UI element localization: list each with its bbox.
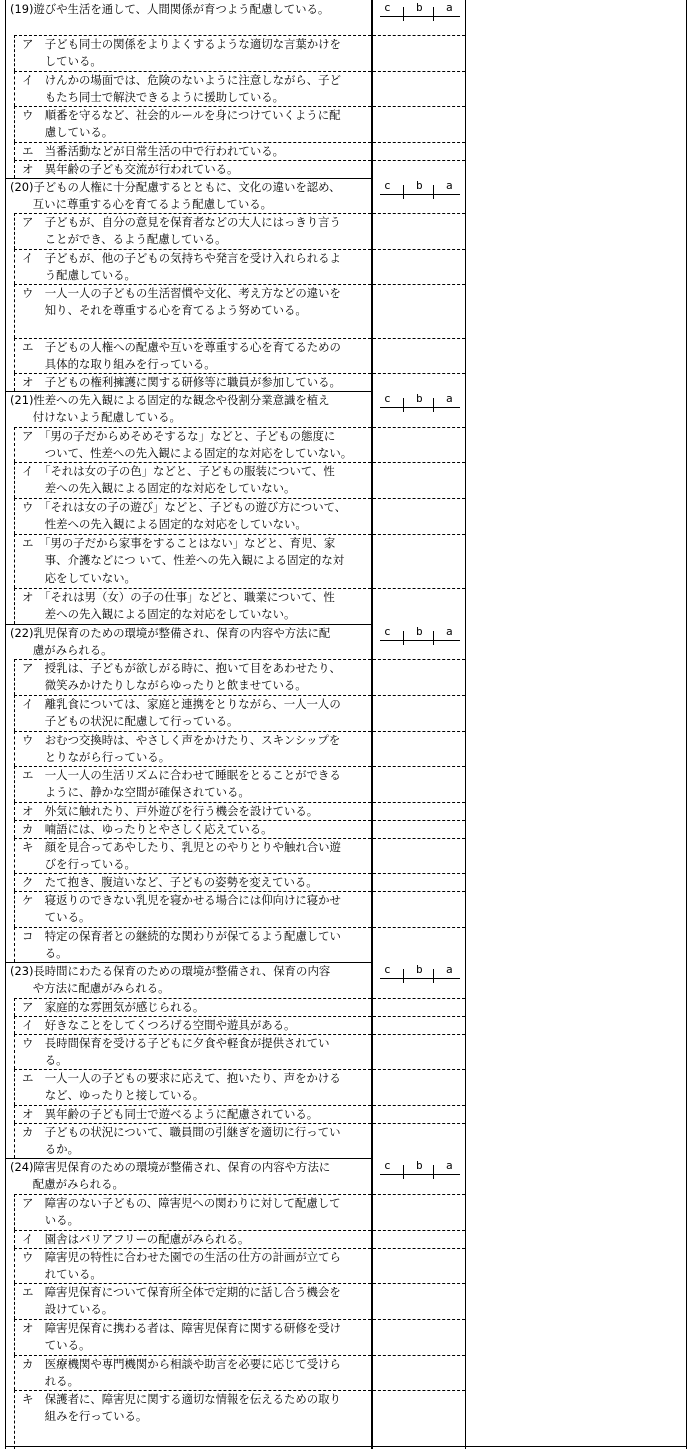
criterion-item xyxy=(22,696,341,732)
text-line: ウ 「それは女の子の遊び」などと、子どもの遊び方について、 xyxy=(22,499,347,514)
item-indent-line xyxy=(14,731,15,766)
item-separator xyxy=(14,142,371,143)
item-indent-line xyxy=(14,838,15,873)
text-line: (19)遊びや生活を通して、人間関係が育つよう配慮している。 xyxy=(10,1,330,16)
rating-option-a[interactable]: a xyxy=(446,1159,453,1172)
rating-tick xyxy=(433,185,434,199)
criterion-heading xyxy=(10,625,330,661)
rating-cell-separator xyxy=(373,71,465,72)
rating-tick xyxy=(403,7,404,21)
item-separator xyxy=(14,1105,371,1106)
text-line: 慮がみられる。 xyxy=(10,643,113,658)
item-indent-line xyxy=(14,873,15,891)
text-line: ア 子ども同士の関係をよりよくするような適切な言葉かけを xyxy=(22,36,341,51)
text-line: ア 障害のない子どもの、障害児への関わりに対して配慮して xyxy=(22,1195,341,1210)
item-separator xyxy=(14,766,371,767)
rating-cell-separator xyxy=(373,659,465,660)
item-indent-line xyxy=(14,1283,15,1319)
rating-cell-separator xyxy=(373,1194,465,1195)
item-separator xyxy=(14,873,371,874)
item-indent-line xyxy=(14,213,15,249)
rating-cell-separator xyxy=(373,731,465,732)
text-line: コ 特定の保育者との継続的な関わりが保てるよう配慮してい xyxy=(22,928,341,943)
item-indent-line xyxy=(14,998,15,1016)
rating-cell-separator xyxy=(373,588,465,589)
section-separator xyxy=(5,391,371,392)
rating-cell-separator xyxy=(373,338,465,339)
rating-tick xyxy=(403,185,404,199)
text-line: もたち同士で解決できるように援助している。 xyxy=(22,90,284,105)
criterion-item xyxy=(22,874,318,892)
text-line: 応をしていない。 xyxy=(22,571,136,586)
text-line: るか。 xyxy=(22,1142,79,1157)
item-indent-line xyxy=(14,142,15,160)
text-line: れている。 xyxy=(22,1267,102,1282)
text-line: ア 「男の子だからめそめそするな」などと、子どもの態度に xyxy=(22,428,336,443)
text-line: 付けないよう配慮している。 xyxy=(10,410,181,425)
rating-cell-separator xyxy=(373,1248,465,1249)
rating-option-c[interactable]: c xyxy=(384,392,391,405)
criterion-item xyxy=(22,821,272,839)
text-line: エ 子どもの人権への配慮や互いを尊重する心を育てるための xyxy=(22,339,341,354)
rating-option-c[interactable]: c xyxy=(384,1159,391,1172)
rating-option-b[interactable]: b xyxy=(416,392,423,405)
rating-tick xyxy=(433,969,434,983)
criterion-item xyxy=(22,1035,330,1071)
criterion-item xyxy=(22,463,335,499)
criterion-item xyxy=(22,1124,340,1160)
item-indent-line xyxy=(14,1230,15,1248)
rating-scale[interactable] xyxy=(372,963,466,987)
text-line: ついて、性差への先入観による固定的な対応をしていない。 xyxy=(22,446,353,461)
text-line: している。 xyxy=(22,54,102,69)
rating-cell-separator xyxy=(373,1230,465,1231)
rating-scale[interactable] xyxy=(372,1159,466,1183)
rating-option-c[interactable]: c xyxy=(384,963,391,976)
rating-cell-separator xyxy=(373,373,465,374)
criterion-item xyxy=(22,1320,341,1356)
text-line: イ けんかの場面では、危険のないように注意しながら、子ど xyxy=(22,72,341,87)
text-line: など、ゆったりと接している。 xyxy=(22,1088,205,1103)
rating-cell-separator xyxy=(373,160,465,161)
rating-option-b[interactable]: b xyxy=(416,963,423,976)
rating-cell-separator xyxy=(373,1283,465,1284)
text-line: エ 「男の子だから家事をすることはない」などと、育児、家 xyxy=(22,535,336,550)
item-indent-line xyxy=(14,1034,15,1069)
rating-baseline xyxy=(380,16,460,17)
rating-option-b[interactable]: b xyxy=(416,625,423,638)
item-separator xyxy=(14,1283,371,1284)
text-line: 事、介護などにつ いて、性差への先入観による固定的な対 xyxy=(22,553,345,568)
rating-tick xyxy=(433,398,434,412)
text-line: ク たて抱き、腹這いなど、子どもの姿勢を変えている。 xyxy=(22,874,318,889)
item-separator xyxy=(14,588,371,589)
item-separator xyxy=(14,106,371,107)
rating-cell-separator xyxy=(373,820,465,821)
left-border xyxy=(5,0,6,1449)
rating-cell-separator xyxy=(373,1105,465,1106)
rating-scale[interactable] xyxy=(372,392,466,416)
text-line: ア 子どもが、自分の意見を保育者などの大人にはっきり言う xyxy=(22,214,341,229)
criterion-item xyxy=(22,1070,341,1106)
section-separator xyxy=(5,962,371,963)
item-indent-line xyxy=(14,659,15,695)
text-line: ている。 xyxy=(22,1338,91,1353)
text-line: オ 異年齢の子ども交流が行われている。 xyxy=(22,161,239,176)
rating-cell-separator xyxy=(373,1390,465,1391)
item-indent-line xyxy=(14,498,15,534)
text-line: とりながら行っている。 xyxy=(22,750,171,765)
column-divider xyxy=(371,0,373,1449)
criterion-item xyxy=(22,803,318,821)
item-indent-line xyxy=(14,1355,15,1390)
item-separator xyxy=(14,1248,371,1249)
item-separator xyxy=(14,731,371,732)
item-separator xyxy=(14,71,371,72)
rating-cell-separator xyxy=(373,1355,465,1356)
text-line: 具体的な取り組みを行っている。 xyxy=(22,357,216,372)
item-separator xyxy=(14,1069,371,1070)
text-line: オ 異年齢の子ども同士で遊べるように配慮されている。 xyxy=(22,1106,319,1121)
item-separator xyxy=(14,427,371,428)
rating-cell-separator xyxy=(373,766,465,767)
rating-cell-separator xyxy=(373,838,465,839)
section-separator xyxy=(5,1158,371,1159)
rating-tick xyxy=(433,631,434,645)
item-indent-line xyxy=(14,891,15,927)
item-indent-line xyxy=(14,249,15,284)
text-line: 知り、それを尊重する心を育てるよう努めている。 xyxy=(22,303,307,318)
rating-cell-separator xyxy=(373,534,465,535)
text-line: ウ 順番を守るなど、社会的ルールを身につけていくように配 xyxy=(22,107,341,122)
text-line: カ 喃語には、ゆったりとやさしく応えている。 xyxy=(22,821,273,836)
item-indent-line xyxy=(14,35,15,71)
criterion-heading xyxy=(10,963,330,999)
rating-cell-separator xyxy=(373,695,465,696)
item-indent-line xyxy=(14,160,15,178)
criterion-heading xyxy=(10,392,330,428)
rating-tick xyxy=(403,969,404,983)
item-indent-line xyxy=(14,284,15,338)
bottom-border xyxy=(5,1446,687,1447)
text-line: 互いに尊重する心を育てるよう配慮している。 xyxy=(10,197,272,212)
rating-cell-separator xyxy=(373,142,465,143)
column-divider-right xyxy=(465,0,466,1449)
criterion-item xyxy=(22,72,341,108)
rating-baseline xyxy=(380,640,460,641)
item-indent-line xyxy=(14,1194,15,1230)
rating-cell-separator xyxy=(373,1123,465,1124)
text-line: ア 授乳は、子どもが欲しがる時に、抱いて目をあわせたり、 xyxy=(22,660,341,675)
text-line: オ 「それは男（女）の子の仕事」などと、職業について、性 xyxy=(22,589,335,604)
item-separator xyxy=(14,160,371,161)
item-indent-line xyxy=(14,695,15,731)
criterion-heading xyxy=(10,179,340,215)
text-line: う配慮している。 xyxy=(22,268,136,283)
criterion-item xyxy=(22,767,341,803)
text-line: エ 一人一人の生活リズムに合わせて睡眠をとることができる xyxy=(22,767,341,782)
item-separator xyxy=(14,1034,371,1035)
text-line: キ 保護者に、障害児に関する適切な情報を伝えるための取り xyxy=(22,1391,341,1406)
item-separator xyxy=(14,820,371,821)
criterion-item xyxy=(22,428,352,464)
criterion-item xyxy=(22,339,341,375)
criterion-item xyxy=(22,535,344,589)
rating-baseline xyxy=(380,407,460,408)
text-line: 慮している。 xyxy=(22,125,114,140)
item-indent-line xyxy=(14,1069,15,1105)
rating-cell-separator xyxy=(373,998,465,999)
item-separator xyxy=(14,1355,371,1356)
text-line: る。 xyxy=(22,1053,68,1068)
rating-option-b[interactable]: b xyxy=(416,1,423,14)
text-line: キ 顔を見合ってあやしたり、乳児とのやりとりや触れ合い遊 xyxy=(22,839,341,854)
text-line: びを行っている。 xyxy=(22,857,136,872)
text-line: イ 離乳食については、家庭と連携をとりながら、一人一人の xyxy=(22,696,341,711)
rating-cell-separator xyxy=(373,927,465,928)
criterion-item xyxy=(22,1231,249,1249)
rating-scale[interactable] xyxy=(372,625,466,649)
item-indent-line xyxy=(14,1016,15,1034)
text-line: イ 園舎はバリアフリーの配慮がみられる。 xyxy=(22,1231,250,1246)
rating-option-a[interactable]: a xyxy=(446,392,453,405)
item-separator xyxy=(14,462,371,463)
text-line: イ 「それは女の子の色」などと、子どもの服装について、性 xyxy=(22,463,335,478)
rating-tick xyxy=(403,631,404,645)
rating-cell-separator xyxy=(373,802,465,803)
rating-cell-separator xyxy=(373,1069,465,1070)
criterion-item xyxy=(22,839,341,875)
rating-cell-separator xyxy=(373,1016,465,1017)
criterion-item xyxy=(22,285,341,321)
item-separator xyxy=(14,802,371,803)
text-line: カ 子どもの状況について、職員間の引継ぎを適切に行ってい xyxy=(22,1124,341,1139)
text-line: エ 一人一人の子どもの要求に応えて、抱いたり、声をかける xyxy=(22,1070,341,1085)
text-line: オ 子どもの権利擁護に関する研修等に職員が参加している。 xyxy=(22,374,341,389)
text-line: 子どもの状況に配慮して行っている。 xyxy=(22,714,239,729)
text-line: る。 xyxy=(22,946,68,961)
criterion-item xyxy=(22,589,335,625)
text-line: オ 障害児保育に携わる者は、障害児保育に関する研修を受け xyxy=(22,1320,341,1335)
text-line: いる。 xyxy=(22,1213,79,1228)
item-indent-line xyxy=(14,373,15,391)
text-line: エ 障害児保育について保育所全体で定期的に話し合う機会を xyxy=(22,1284,341,1299)
text-line: 性差への先入観による固定的な対応をしていない。 xyxy=(22,517,307,532)
text-line: 配慮がみられる。 xyxy=(10,1177,124,1192)
item-separator xyxy=(14,1194,371,1195)
criterion-item xyxy=(22,1284,341,1320)
criterion-item xyxy=(22,1391,341,1427)
criterion-heading xyxy=(10,1,329,19)
item-separator xyxy=(14,498,371,499)
item-separator xyxy=(14,1319,371,1320)
item-separator xyxy=(14,249,371,250)
item-separator xyxy=(14,998,371,999)
text-line: ケ 寝返りのできない乳児を寝かせる場合には仰向けに寝かせ xyxy=(22,892,341,907)
item-indent-line xyxy=(14,927,15,962)
item-indent-line xyxy=(14,1123,15,1158)
criterion-item xyxy=(22,660,341,696)
rating-cell-separator xyxy=(373,498,465,499)
text-line: 微笑みかけたりしながらゆったりと飲ませている。 xyxy=(22,678,307,693)
text-line: 組みを行っている。 xyxy=(22,1409,148,1424)
criterion-item xyxy=(22,250,341,286)
rating-option-a[interactable]: a xyxy=(446,625,453,638)
item-indent-line xyxy=(14,1105,15,1123)
text-line: れる。 xyxy=(22,1374,79,1389)
section-separator xyxy=(5,178,371,179)
item-separator xyxy=(14,838,371,839)
rating-scale[interactable] xyxy=(372,179,466,203)
criterion-item xyxy=(22,161,238,179)
criterion-item xyxy=(22,1017,295,1035)
item-indent-line xyxy=(14,1319,15,1355)
criterion-item xyxy=(22,928,341,964)
item-separator xyxy=(14,534,371,535)
item-separator xyxy=(14,213,371,214)
criterion-item xyxy=(22,999,204,1017)
item-indent-line xyxy=(14,427,15,462)
item-separator xyxy=(14,659,371,660)
criterion-item xyxy=(22,143,284,161)
criterion-item xyxy=(22,214,341,250)
item-indent-line xyxy=(14,106,15,142)
item-separator xyxy=(14,1016,371,1017)
rating-option-c[interactable]: c xyxy=(384,625,391,638)
rating-cell-separator xyxy=(373,106,465,107)
text-line: 設けている。 xyxy=(22,1302,114,1317)
item-separator xyxy=(14,1230,371,1231)
criterion-item xyxy=(22,732,340,768)
item-separator xyxy=(14,284,371,285)
text-line: イ 好きなことをしてくつろげる空間や遊具がある。 xyxy=(22,1017,296,1032)
criterion-item xyxy=(22,499,346,535)
criterion-item xyxy=(22,1195,340,1231)
text-line: オ 外気に触れたり、戸外遊びを行う機会を設けている。 xyxy=(22,803,319,818)
rating-cell-separator xyxy=(373,1319,465,1320)
rating-cell-separator xyxy=(373,873,465,874)
rating-option-b[interactable]: b xyxy=(416,1159,423,1172)
criterion-item xyxy=(22,1106,318,1124)
text-line: ウ 長時間保育を受ける子どもに夕食や軽食が提供されてい xyxy=(22,1035,330,1050)
criterion-item xyxy=(22,107,340,143)
text-line: ように、静かな空間が確保されている。 xyxy=(22,785,250,800)
text-line: 差への先入観による固定的な対応をしていない。 xyxy=(22,481,296,496)
text-line: (21)性差への先入観による固定的な観念や役割分業意識を植え xyxy=(10,392,330,407)
item-separator xyxy=(14,695,371,696)
rating-baseline xyxy=(380,194,460,195)
rating-cell-separator xyxy=(373,284,465,285)
text-line: (20)子どもの人権に十分配慮するとともに、文化の違いを認め、 xyxy=(10,179,341,194)
criterion-item xyxy=(22,1249,341,1285)
text-line: (22)乳児保育のための環境が整備され、保育の内容や方法に配 xyxy=(10,625,331,640)
item-separator xyxy=(14,373,371,374)
rating-option-c[interactable]: c xyxy=(384,1,391,14)
rating-option-a[interactable]: a xyxy=(446,963,453,976)
item-indent-line xyxy=(14,820,15,838)
item-separator xyxy=(14,1390,371,1391)
text-line: や方法に配慮がみられる。 xyxy=(10,981,170,996)
rating-baseline xyxy=(380,978,460,979)
text-line: ことができ、るよう配慮している。 xyxy=(22,232,227,247)
criterion-heading xyxy=(10,1159,330,1195)
text-line: (23)長時間にわたる保育のための環境が整備され、保育の内容 xyxy=(10,963,331,978)
item-indent-line xyxy=(14,588,15,624)
text-line: 差への先入観による固定的な対応をしていない。 xyxy=(22,607,296,622)
text-line: (24)障害児保育のための環境が整備され、保育の内容や方法に xyxy=(10,1159,331,1174)
rating-scale[interactable] xyxy=(372,1,466,25)
section-separator xyxy=(5,624,371,625)
rating-cell-separator xyxy=(373,35,465,36)
criterion-item xyxy=(22,374,341,392)
criterion-item xyxy=(22,36,341,72)
criterion-item xyxy=(22,1356,341,1392)
text-line: イ 子どもが、他の子どもの気持ちや発言を受け入れられるよ xyxy=(22,250,341,265)
rating-cell-separator xyxy=(373,213,465,214)
text-line: ている。 xyxy=(22,910,91,925)
item-indent-line xyxy=(14,1390,15,1449)
text-line: エ 当番活動などが日常生活の中で行われている。 xyxy=(22,143,284,158)
criterion-item xyxy=(22,892,341,928)
rating-tick xyxy=(403,1165,404,1179)
rating-option-a[interactable]: a xyxy=(446,179,453,192)
rating-cell-separator xyxy=(373,427,465,428)
item-indent-line xyxy=(14,1248,15,1283)
text-line: ア 家庭的な雰囲気が感じられる。 xyxy=(22,999,205,1014)
text-line: ウ 障害児の特性に合わせた園での生活の仕方の計画が立てら xyxy=(22,1249,341,1264)
right-border xyxy=(686,0,687,1449)
item-separator xyxy=(14,1123,371,1124)
rating-baseline xyxy=(380,1174,460,1175)
rating-cell-separator xyxy=(373,891,465,892)
rating-tick xyxy=(403,398,404,412)
item-separator xyxy=(14,891,371,892)
rating-cell-separator xyxy=(373,249,465,250)
rating-tick xyxy=(433,1165,434,1179)
item-separator xyxy=(14,35,371,36)
rating-option-b[interactable]: b xyxy=(416,179,423,192)
item-indent-line xyxy=(14,802,15,820)
rating-option-a[interactable]: a xyxy=(446,1,453,14)
item-indent-line xyxy=(14,462,15,498)
item-separator xyxy=(14,927,371,928)
item-indent-line xyxy=(14,766,15,802)
item-indent-line xyxy=(14,338,15,373)
text-line: ウ 一人一人の子どもの生活習慣や文化、考え方などの違いを xyxy=(22,285,341,300)
item-indent-line xyxy=(14,71,15,106)
rating-cell-separator xyxy=(373,462,465,463)
rating-cell-separator xyxy=(373,1034,465,1035)
text-line: ウ おむつ交換時は、やさしく声をかけたり、スキンシップを xyxy=(22,732,341,747)
item-separator xyxy=(14,338,371,339)
item-indent-line xyxy=(14,534,15,588)
text-line: カ 医療機関や専門機関から相談や助言を必要に応じて受けら xyxy=(22,1356,341,1371)
rating-tick xyxy=(433,7,434,21)
rating-option-c[interactable]: c xyxy=(384,179,391,192)
